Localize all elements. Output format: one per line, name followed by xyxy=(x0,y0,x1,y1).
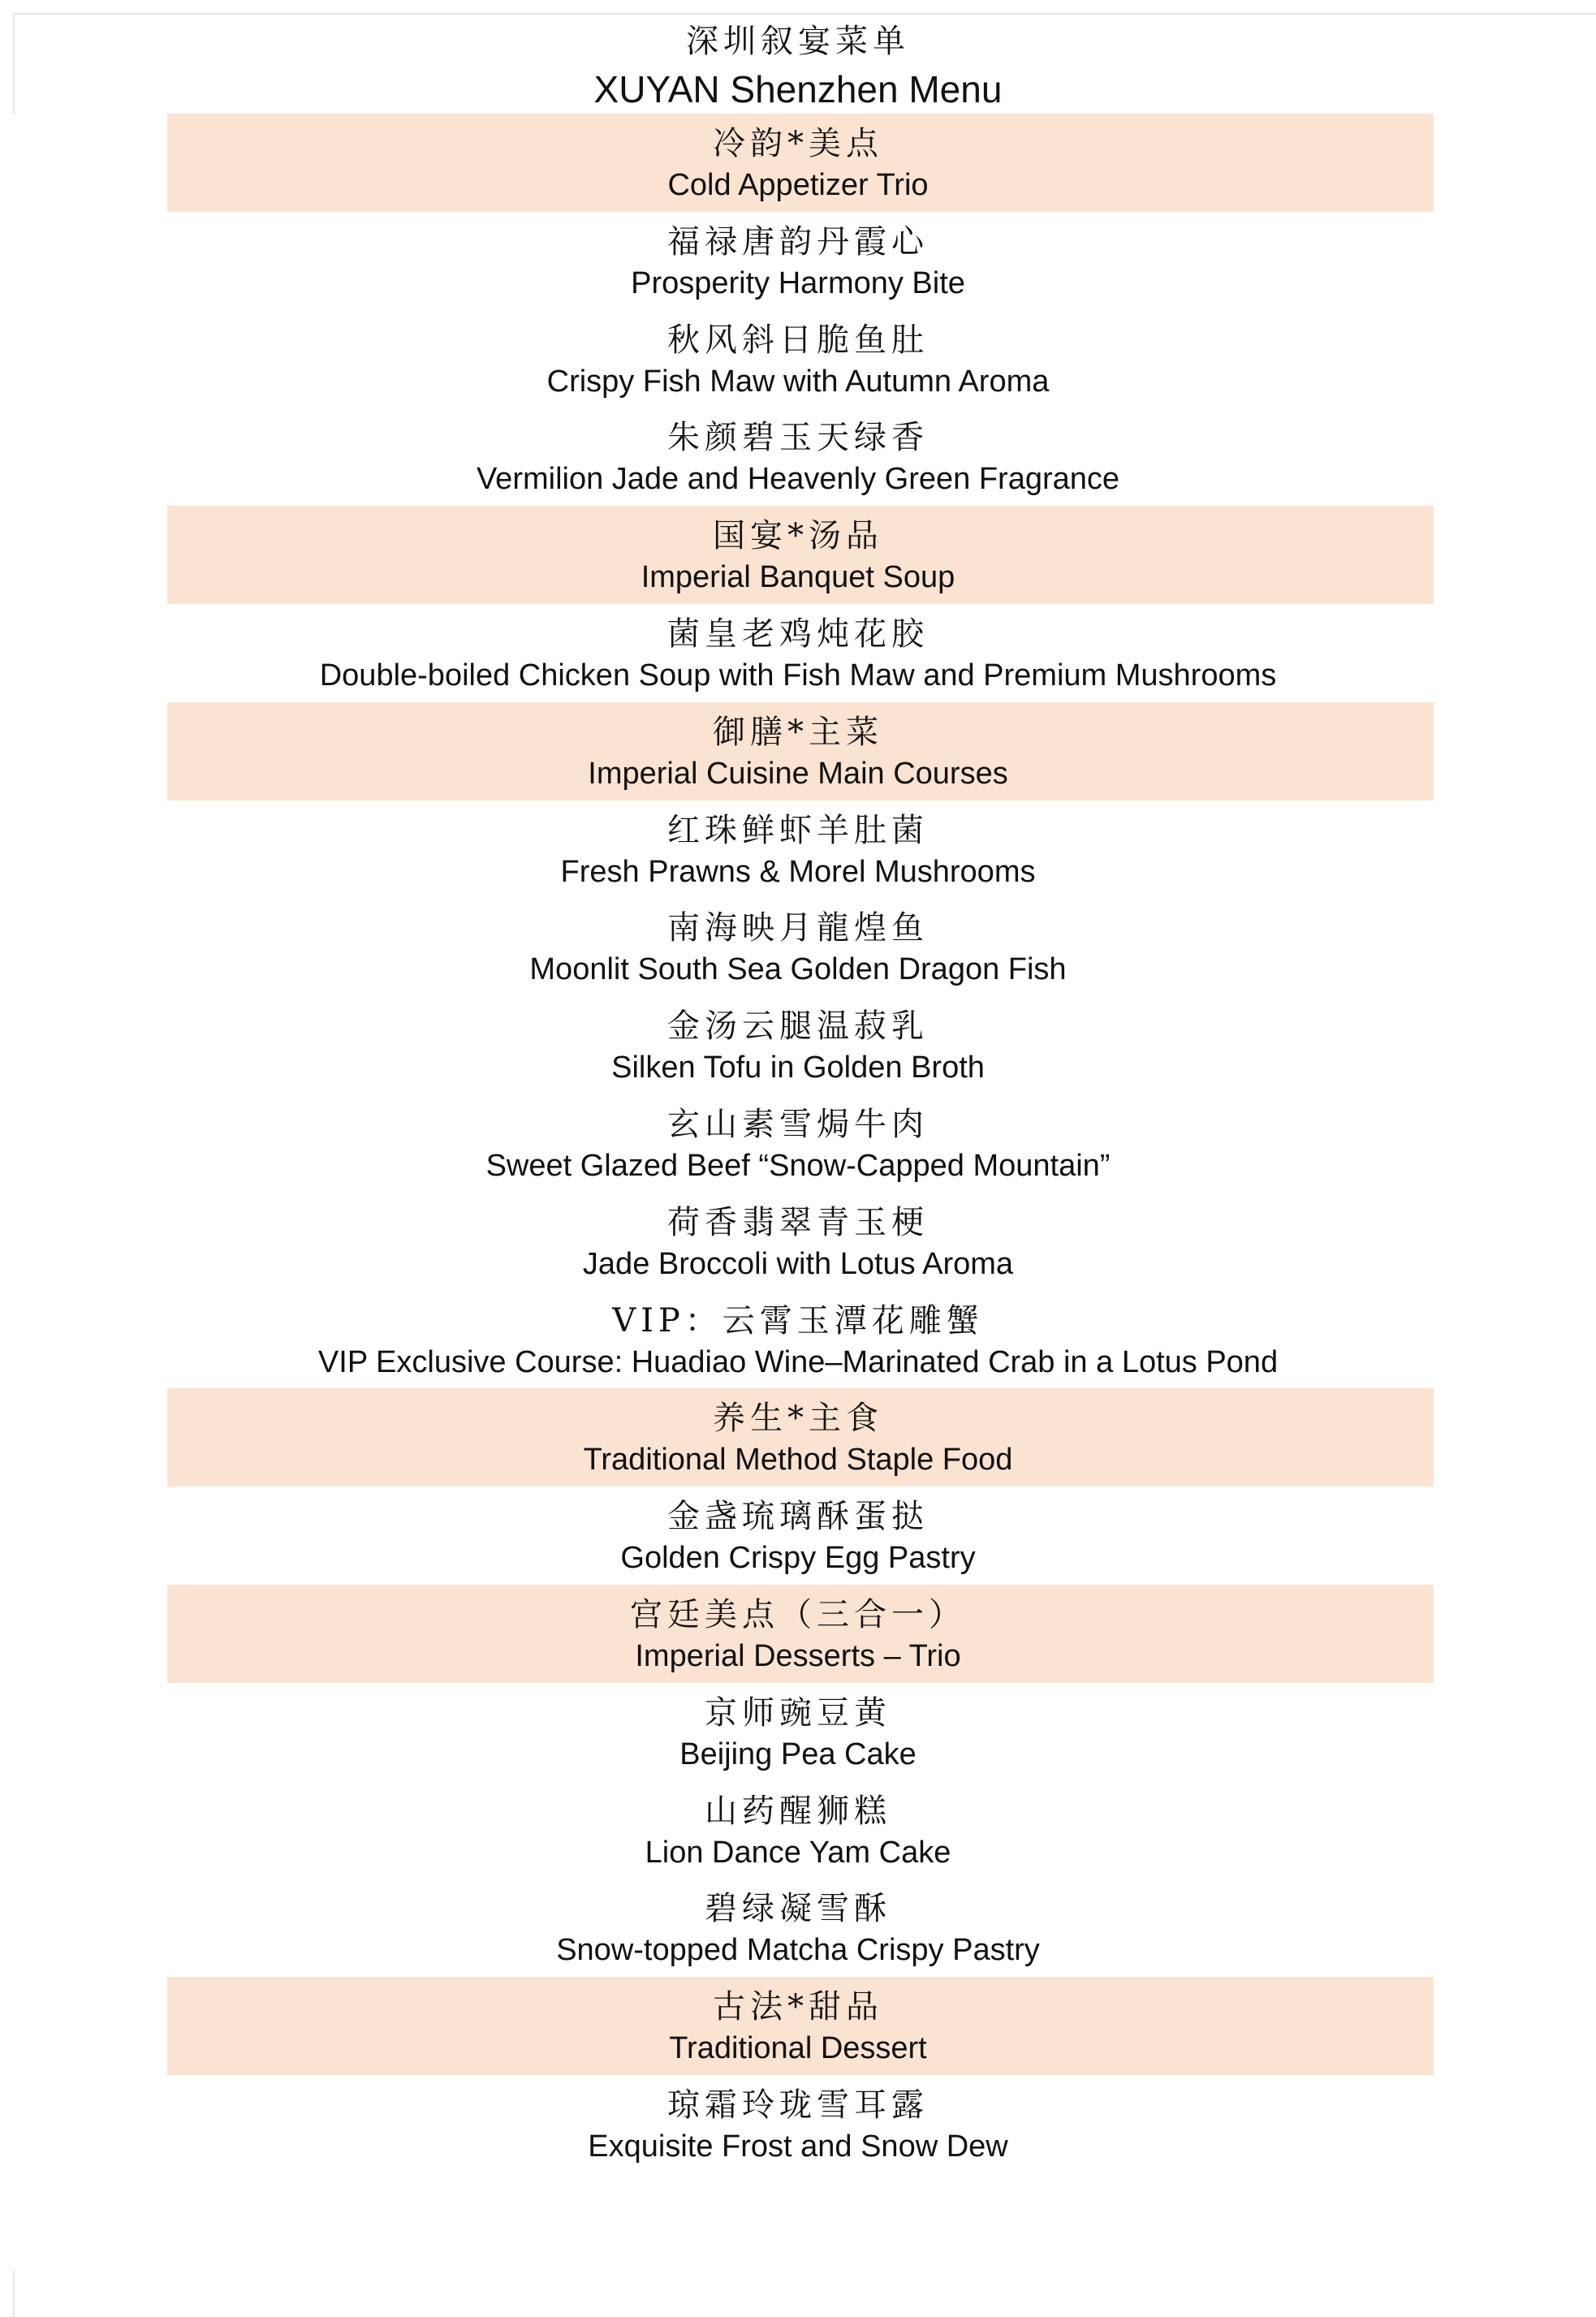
dish-name-chinese: 琼霜玲珑雪耳露 xyxy=(667,2086,929,2124)
menu-section-header xyxy=(167,1585,1434,1683)
menu-section-header xyxy=(167,114,1434,212)
dish-name-english: Jade Broccoli with Lotus Aroma xyxy=(582,1246,1014,1281)
dish-name-chinese: 秋风斜日脆鱼肚 xyxy=(667,321,929,359)
menu-list xyxy=(0,114,1596,2173)
section-name-english: Imperial Cuisine Main Courses xyxy=(588,756,1008,791)
menu-title-chinese: 深圳叙宴菜单 xyxy=(686,23,910,60)
dish-name-english: Double-boiled Chicken Soup with Fish Maw and Premium Mushrooms xyxy=(319,658,1277,693)
menu-section-header xyxy=(167,1977,1434,2075)
menu-dish xyxy=(0,1781,1596,1879)
section-name-chinese: 冷韵*美点 xyxy=(713,125,883,162)
page-border-top xyxy=(13,13,1596,15)
dish-name-chinese: 山药醒狮糕 xyxy=(705,1792,891,1830)
dish-name-chinese: 金盏琉璃酥蛋挞 xyxy=(667,1498,929,1536)
dish-name-english: Lion Dance Yam Cake xyxy=(645,1835,951,1870)
dish-name-english: Exquisite Frost and Snow Dew xyxy=(588,2129,1008,2164)
section-name-chinese: 古法*甜品 xyxy=(713,1988,883,2026)
menu-title-english: XUYAN Shenzhen Menu xyxy=(593,68,1003,110)
dish-name-english: Vermilion Jade and Heavenly Green Fragrance xyxy=(476,462,1120,497)
section-name-english: Imperial Banquet Soup xyxy=(641,560,955,595)
menu-dish xyxy=(0,408,1596,506)
dish-name-chinese: 菌皇老鸡炖花胶 xyxy=(667,615,929,653)
section-name-english: Traditional Dessert xyxy=(669,2031,927,2066)
menu-dish xyxy=(0,310,1596,408)
menu-dish xyxy=(0,1879,1596,1977)
menu-header xyxy=(0,16,1596,112)
dish-name-chinese: 福禄唐韵丹霞心 xyxy=(667,222,929,261)
dish-name-english: Snow-topped Matcha Crispy Pastry xyxy=(556,1933,1040,1968)
menu-dish xyxy=(0,1094,1596,1193)
section-name-english: Imperial Desserts – Trio xyxy=(635,1638,961,1673)
section-name-chinese: 宫廷美点（三合一） xyxy=(630,1595,966,1633)
dish-name-chinese: 红珠鲜虾羊肚菌 xyxy=(667,811,929,849)
dish-name-english: Silken Tofu in Golden Broth xyxy=(611,1051,985,1085)
dish-name-chinese: 京师豌豆黄 xyxy=(705,1694,891,1732)
dish-name-english: Golden Crispy Egg Pastry xyxy=(620,1541,976,1576)
section-name-english: Cold Appetizer Trio xyxy=(667,168,929,202)
dish-name-chinese: 碧绿凝雪酥 xyxy=(705,1890,891,1928)
dish-name-english: Fresh Prawns & Morel Mushrooms xyxy=(560,854,1036,889)
menu-dish xyxy=(0,1193,1596,1291)
dish-name-chinese: 荷香翡翠青玉梗 xyxy=(667,1203,929,1241)
dish-name-english: Prosperity Harmony Bite xyxy=(631,265,965,300)
dish-name-chinese: 朱颜碧玉天绿香 xyxy=(667,419,929,457)
menu-dish xyxy=(0,212,1596,310)
menu-dish xyxy=(0,604,1596,702)
section-name-chinese: 养生*主食 xyxy=(713,1400,883,1438)
menu-dish xyxy=(0,1486,1596,1585)
section-name-chinese: 御膳*主菜 xyxy=(713,713,883,751)
section-name-english: Traditional Method Staple Food xyxy=(583,1443,1013,1478)
dish-name-chinese: VIP：云霄玉潭花雕蟹 xyxy=(612,1301,984,1340)
menu-section-header xyxy=(167,1388,1434,1486)
dish-name-chinese: 南海映月龍煌鱼 xyxy=(667,909,929,947)
dish-name-chinese: 玄山素雪焗牛肉 xyxy=(667,1105,929,1143)
dish-name-english: VIP Exclusive Course: Huadiao Wine–Marinated Crab in a Lotus Pond xyxy=(317,1344,1279,1379)
menu-dish xyxy=(0,996,1596,1094)
dish-name-chinese: 金汤云腿温菽乳 xyxy=(667,1007,929,1046)
page-border-left-bottom xyxy=(13,2270,15,2317)
menu-dish xyxy=(0,2075,1596,2173)
dish-name-english: Crispy Fish Maw with Autumn Aroma xyxy=(546,364,1050,399)
menu-section-header xyxy=(167,506,1434,604)
dish-name-english: Moonlit South Sea Golden Dragon Fish xyxy=(529,952,1067,987)
menu-dish xyxy=(0,1291,1596,1389)
dish-name-english: Sweet Glazed Beef “Snow-Capped Mountain” xyxy=(485,1148,1111,1183)
menu-dish xyxy=(0,898,1596,996)
menu-dish xyxy=(0,1683,1596,1781)
section-name-chinese: 国宴*汤品 xyxy=(713,517,883,555)
dish-name-english: Beijing Pea Cake xyxy=(679,1737,917,1771)
menu-section-header xyxy=(167,702,1434,800)
menu-dish xyxy=(0,800,1596,899)
